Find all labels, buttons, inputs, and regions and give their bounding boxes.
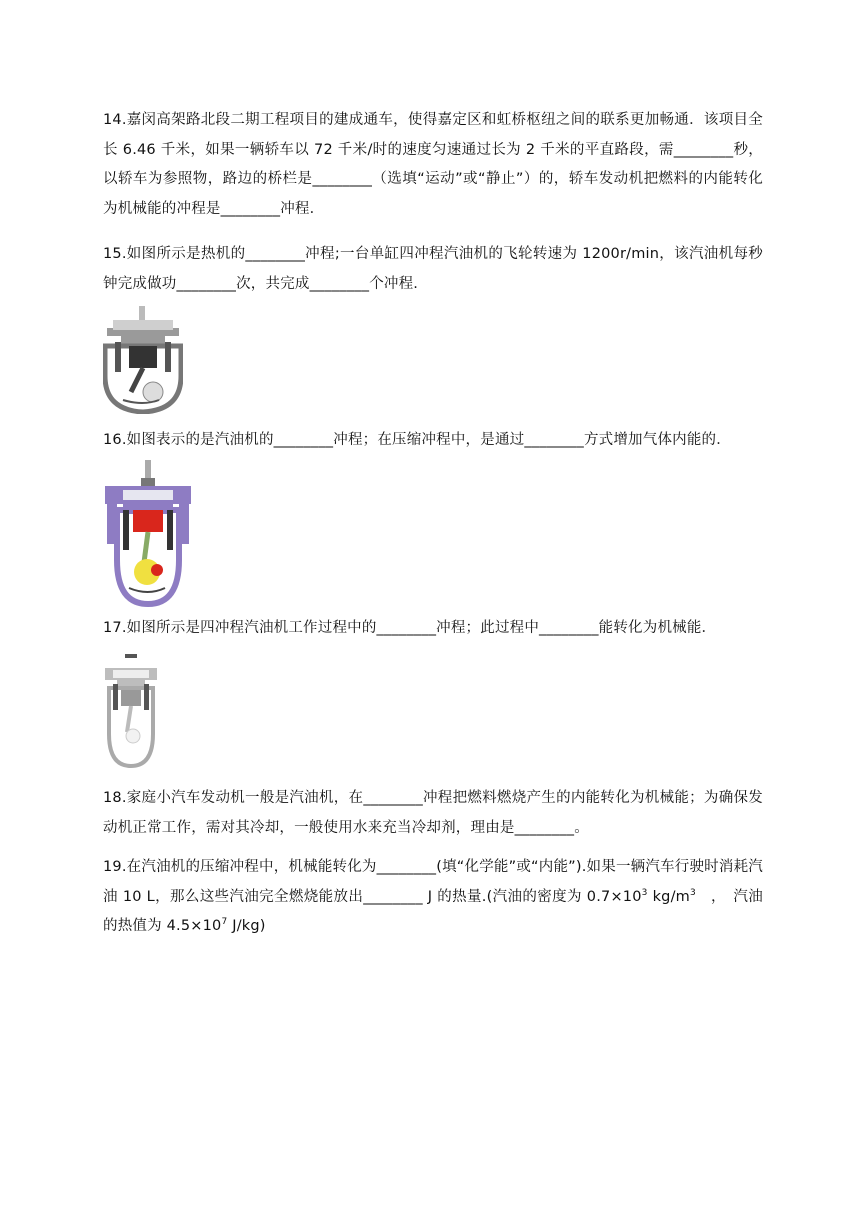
question-17: 17.如图所示是四冲程汽油机工作过程中的________冲程；此过程中________能转化为机械能． — [103, 620, 717, 636]
engine-diagram-gray-icon — [103, 306, 183, 414]
question-14: 14.嘉闵高架路北段二期工程项目的建成通车，使得嘉定区和虹桥枢纽之间的联系更加畅通．该项目全长 6.46 千米，如果一辆轿车以 72 千米/时的速度匀速通过长为 2 千米的平直路段，需________秒，以轿车为参照物，路边的桥栏是________（选填“运动”或“静止”）的，轿车发动机把燃料的内能转化为机械能的冲程是________冲程． — [103, 112, 763, 217]
question-18: 18.家庭小汽车发动机一般是汽油机，在________冲程把燃料燃烧产生的内能转化为机械能；为确保发动机正常工作，需对其冷却，一般使用水来充当冷却剂，理由是________。 — [103, 790, 763, 836]
question-16: 16.如图表示的是汽油机的________冲程；在压缩冲程中，是通过________方式增加气体内能的． — [103, 432, 731, 448]
question-19: 19.在汽油机的压缩冲程中，机械能转化为________(填“化学能”或“内能”).如果一辆汽车行驶时消耗汽油 10 L，那么这些汽油完全燃烧能放出________ J 的热量.(汽油的密度为 $0.7\times 10^3$ $kg/m^3$ ， 汽油的热值为 $4.5\times 10^7$ J/kg) — [103, 859, 763, 934]
engine-diagram-light-icon — [103, 654, 159, 770]
question-15: 15.如图所示是热机的________冲程;一台单缸四冲程汽油机的飞轮转速为 1200r/min，该汽油机每秒钟完成做功________次，共完成________个冲程. — [103, 246, 763, 292]
engine-diagram-purple-icon — [103, 460, 193, 608]
